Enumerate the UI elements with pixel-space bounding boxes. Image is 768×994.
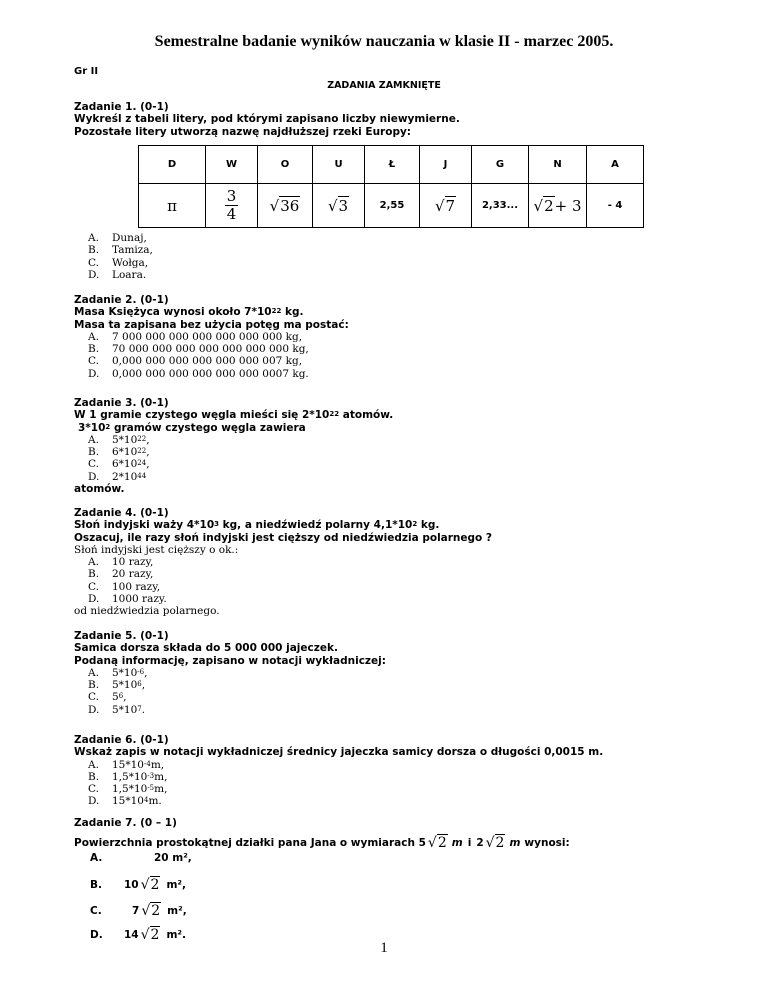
task-3-tail: atomów. (74, 483, 125, 496)
task-5-line2: Podaną informację, zapisano w notacji wykładniczej: (74, 654, 386, 667)
task-2 (74, 294, 734, 380)
option-d[interactable]: D. 14 √2 m². (90, 927, 186, 943)
letter-cell: U (313, 146, 365, 184)
sqrt-2: √2 (427, 835, 447, 851)
task-1-line2: Pozostałe litery utworzą nazwę najdłuższej rzeki Europy: (74, 125, 412, 138)
task-7-heading-wrap (74, 817, 734, 829)
task-5-heading: Zadanie 5. (0-1) (74, 630, 169, 642)
option-c[interactable]: C. 1,5*10 $^{-5}$ m, (88, 783, 168, 796)
fraction-denominator: 4 (226, 205, 237, 223)
task-3-heading: Zadanie 3. (0-1) (74, 397, 169, 409)
sqrt-2: √2 (141, 903, 161, 919)
task-1-options (74, 232, 734, 281)
task-3-line1: W 1 gramie czystego węgla mieści się $2*10^{22}$ atomów. (74, 409, 394, 422)
group-label: Gr II (74, 66, 99, 77)
task-7-heading: Zadanie 7. (0 – 1) (74, 817, 177, 829)
option-a[interactable]: A. 15*10 $^{-4}$ m, (88, 758, 165, 771)
value-cell: - 4 (587, 184, 644, 228)
value-cell (139, 184, 206, 228)
task-7-line1: Powierzchnia prostokątnej działki pana Jana o wymiarach 5 (74, 837, 426, 849)
option-a[interactable]: A. 10 razy, (88, 556, 154, 569)
task-5 (74, 630, 734, 716)
document-title: Semestralne badanie wyników nauczania w klasie II - marzec 2005. (154, 33, 614, 50)
task-5-line1: Samica dorsza składa do 5 000 000 jajeczek. (74, 642, 338, 655)
option-d[interactable]: D. 0,000 000 000 000 000 000 0007 kg. (88, 367, 309, 380)
task-4-line3: Słoń indyjski jest cięższy o ok.: (74, 543, 239, 556)
conjunction-i: i (467, 837, 472, 849)
option-d[interactable]: D. 15*10 $^4$ m. (88, 795, 162, 808)
option-a[interactable]: A. 20 m², (90, 852, 192, 864)
sqrt-2: √2 (140, 927, 160, 943)
option-b[interactable]: B. Tamiza, (88, 244, 153, 257)
option-b[interactable]: B. 70 000 000 000 000 000 000 000 kg, (88, 343, 309, 356)
option-a[interactable]: A. 5*10 $^{22}$ , (88, 433, 150, 446)
sqrt-7: √7 (434, 196, 456, 215)
option-b[interactable]: B. 5*10 $^6$ , (88, 679, 146, 692)
value-cell (206, 184, 258, 228)
letter-cell: G (472, 146, 529, 184)
option-b[interactable]: B. 6*10 $^{22}$ , (88, 446, 150, 459)
sqrt-36: √36 (269, 196, 300, 215)
radicand: 3 (338, 196, 349, 215)
option-d[interactable]: D. 1000 razy. (88, 593, 167, 606)
option-a[interactable]: A. 7 000 000 000 000 000 000 000 kg, (88, 330, 303, 343)
factor-2: 2 (476, 837, 484, 849)
option-a[interactable]: A. 5*10 $^{-6}$ , (88, 666, 148, 679)
task-7-wynosi: wynosi: (524, 837, 570, 849)
unit-m: m (451, 837, 463, 849)
pi-symbol: π (167, 196, 177, 215)
letter-cell: J (420, 146, 472, 184)
letter-cell: N (529, 146, 587, 184)
option-c[interactable]: C. 100 razy, (88, 580, 161, 593)
task-4-tail: od niedźwiedzia polarnego. (74, 605, 220, 618)
task-4-line1: Słoń indyjski waży $4*10^3$ kg, a niedźwiedź polarny $4,1*10^2$ kg. (74, 519, 440, 532)
task-1-heading: Zadanie 1. (0-1) (74, 101, 169, 113)
radicand: 2 (544, 196, 554, 215)
fraction-numerator: 3 (226, 187, 237, 205)
option-b[interactable]: B. 20 razy, (88, 568, 154, 581)
letter-cell: O (258, 146, 313, 184)
fraction (225, 188, 239, 223)
value-cell (529, 184, 587, 228)
option-b[interactable]: B. 1,5*10 $^{-3}$ m, (88, 770, 168, 783)
task-7-question (74, 835, 570, 851)
value-cell (420, 184, 472, 228)
sqrt-2-plus-3: √2+ 3 (533, 196, 582, 215)
task-6 (74, 734, 734, 808)
option-d[interactable]: D. Loara. (88, 268, 147, 281)
task-2-line2: Masa ta zapisana bez użycia potęg ma postać: (74, 318, 349, 331)
task-1 (74, 101, 734, 138)
option-c[interactable]: C. 7 √2 m², (90, 903, 187, 919)
option-a[interactable]: A. Dunaj, (88, 232, 147, 244)
option-c[interactable]: C. 0,000 000 000 000 000 000 007 kg, (88, 355, 303, 368)
plus-three: + 3 (554, 196, 582, 215)
task-3 (74, 397, 734, 495)
task-3-line2: $3*10^2$ gramów czystego węgla zawiera (78, 421, 306, 434)
task-4-heading: Zadanie 4. (0-1) (74, 507, 169, 519)
unit-m: m (509, 837, 521, 849)
task-2-line1: Masa Księżyca wynosi około $7*10^{22}$ kg. (74, 306, 304, 319)
value-cell (258, 184, 313, 228)
option-c[interactable]: C. 5 $^6$ , (88, 691, 127, 704)
section-heading: ZADANIA ZAMKNIĘTE (327, 80, 441, 91)
task-4 (74, 507, 734, 618)
task-6-heading: Zadanie 6. (0-1) (74, 734, 169, 746)
page-number: 1 (380, 940, 388, 956)
sqrt-2: √2 (485, 835, 505, 851)
task-6-line1: Wskaż zapis w notacji wykładniczej średnicy jajeczka samicy dorsza o długości 0,0015 m. (74, 746, 604, 759)
task-4-line2: Oszacuj, ile razy słoń indyjski jest cięższy od niedźwiedzia polarnego ? (74, 531, 493, 544)
letter-cell: W (206, 146, 258, 184)
letter-cell: D (139, 146, 206, 184)
task-1-line1: Wykreśl z tabeli litery, pod którymi zapisano liczby niewymierne. (74, 113, 460, 126)
letters-table (138, 145, 644, 228)
task-2-heading: Zadanie 2. (0-1) (74, 294, 169, 306)
value-cell (313, 184, 365, 228)
radicand: 36 (280, 196, 300, 215)
value-cell: 2,33... (472, 184, 529, 228)
option-c[interactable]: C. 6*10 $^{24}$ , (88, 458, 150, 471)
sqrt-2: √2 (140, 877, 160, 893)
option-d[interactable]: D. 5*10 $^7$ . (88, 703, 146, 716)
radicand: 7 (445, 196, 456, 215)
option-d[interactable]: D. 2*10 $^{44}$ (88, 470, 147, 483)
letter-cell: Ł (365, 146, 420, 184)
option-b[interactable]: B. 10 √2 m², (90, 877, 186, 893)
sqrt-3: √3 (327, 196, 349, 215)
value-cell: 2,55 (365, 184, 420, 228)
letter-cell: A (587, 146, 644, 184)
option-c[interactable]: C. Wołga, (88, 256, 149, 269)
